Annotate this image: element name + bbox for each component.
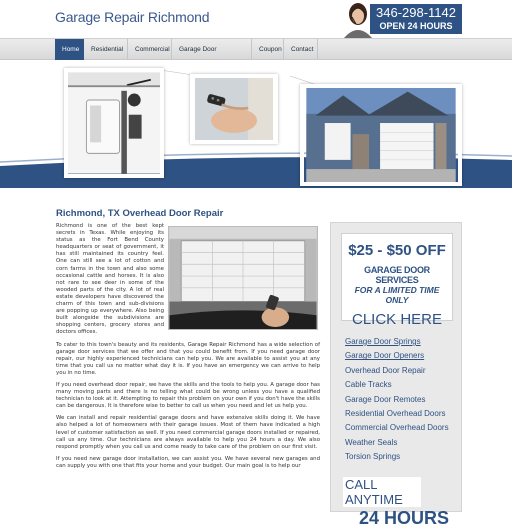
promo-line1: GARAGE DOOR SERVICES	[364, 265, 430, 285]
nav-commercial[interactable]: Commercial	[128, 39, 172, 60]
side-link-garage-door-remotes[interactable]: Garage Door Remotes	[345, 394, 426, 404]
side-link-torsion-springs[interactable]: Torsion Springs	[345, 452, 401, 462]
nav-garage-door-maintenance[interactable]: Garage Door	[172, 39, 252, 60]
service-links	[345, 335, 455, 465]
hero-banner	[0, 60, 512, 188]
open-hours-label: OPEN 24 HOURS	[379, 21, 453, 31]
side-link-commercial-overhead-doors[interactable]: Commercial Overhead Doors	[345, 423, 449, 433]
call-24-hours-label: 24 HOURS	[359, 508, 450, 528]
nav-contact[interactable]: Contact	[284, 39, 318, 60]
coupon-banner[interactable]	[341, 233, 453, 328]
operator-headset-icon	[340, 0, 374, 38]
nav-home[interactable]: Home	[55, 39, 84, 60]
paragraph-overhead: If you need overhead door repair, we have the skills and the tools to help you. A garage door has many moving parts and there is no telling what could be wrong unless you have a qualified technician to look at it. Attempting to repair this problem on your own if you don't have the skills can be dangerous. It is therefore wise to better to call us when you need and let us help you.	[56, 381, 320, 410]
paragraph-services: To cater to this town's beauty and its residents, Garage Repair Richmond has a wide selection of garage door services that we offer and that you could benefit from. If you need garage door repair, our highly experienced technicians can help you. We are available to assist you at any time that you call us no matter what day it is. If you have an emergency we can arrive to help you in no time.	[56, 341, 320, 376]
site-header	[0, 0, 512, 38]
nav-residential[interactable]: Residential	[84, 39, 128, 60]
nav-coupon[interactable]: Coupon	[252, 39, 284, 60]
call-anytime-label: CALL ANYTIME	[343, 477, 421, 507]
main-content	[56, 208, 320, 475]
phone-badge[interactable]	[370, 4, 462, 34]
promo-price: $25 - $50 OFF	[348, 242, 446, 259]
house-garage-photo	[300, 84, 462, 186]
sidebar	[330, 222, 462, 528]
promo-line2: FOR A LIMITED TIME ONLY	[354, 285, 440, 305]
garage-opener-photo	[64, 68, 164, 178]
remote-control-photo	[190, 74, 278, 144]
page-title: Richmond, TX Overhead Door Repair	[56, 208, 224, 219]
site-title[interactable]: Garage Repair Richmond	[55, 9, 210, 25]
main-nav	[0, 38, 512, 60]
paragraph-install: We can install and repair residential garage doors and have extensive skills doing it. We have also helped a lot of homeowners with their garage issues. Most of them have indicated a high level of customer satisfaction as well. If you need commercial garage doors installed or repaired, call us any time. Our technicians are always available to help you 24 hours a day. We also respond promptly when you call us and come ready to take care of the problem on our first visit.	[56, 415, 320, 450]
call-anytime-banner[interactable]	[343, 477, 453, 528]
side-link-garage-door-springs[interactable]: Garage Door Springs	[345, 337, 421, 346]
click-here-button[interactable]: CLICK HERE	[351, 311, 443, 328]
side-link-garage-door-openers[interactable]: Garage Door Openers	[345, 351, 425, 361]
phone-number[interactable]: 346-298-1142	[376, 5, 456, 20]
paragraph-new-garage: If you need new garage door installation, we can assist you. We have several new garages and can supply you with one that fits your home and your budget. Our main goal is to help our	[56, 455, 320, 469]
paragraph-intro: Richmond is one of the best kept secrets in Texas. While enjoying its status as the Fort Bend County headquarters or seat of government, it has still maintained its country feel. One can still see a lot of cotton and corn farms in the town and also some occasional cattle and horses. It is also not rare to see deer in some of the wooded parts of the city. A lot of real estate developers have discovered the charm of this town and sub-divisions are popping up everywhere. Also being built alongside the subdivisions are shopping centers, grocery stores and doctors offices.	[56, 223, 164, 336]
side-link-cable-tracks[interactable]: Cable Tracks	[345, 380, 392, 390]
side-link-residential-overhead-doors[interactable]: Residential Overhead Doors	[345, 409, 446, 419]
side-link-weather-seals[interactable]: Weather Seals	[345, 437, 398, 447]
side-link-overhead-door-repair[interactable]: Overhead Door Repair	[345, 365, 426, 375]
garage-door-remote-photo	[168, 226, 318, 330]
